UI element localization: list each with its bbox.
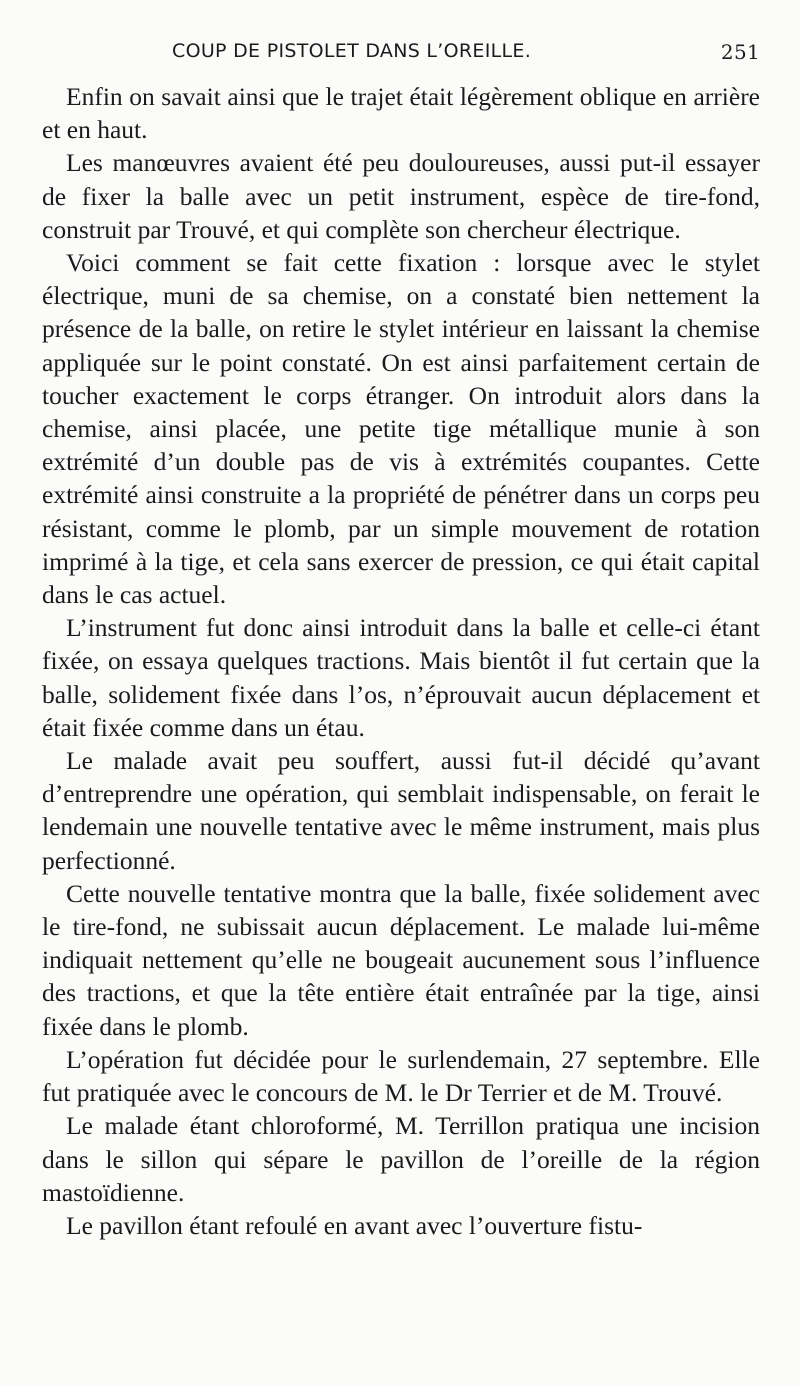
paragraph-5: Le malade avait peu souffert, aussi fut-il décidé qu’avant d’entreprendre une opération, qui semblait indispensable, on ferait le lendemain une nouvelle tentative avec le même instrument, mais plus perfectionné.: [42, 746, 760, 875]
paragraph-2: Les manœuvres avaient été peu douloureuses, aussi put-il essayer de fixer la balle avec un petit instrument, espèce de tire-fond, construit par Trouvé, et qui complète son chercheur électrique.: [42, 148, 760, 244]
paragraph-3: Voici comment se fait cette fixation : lorsque avec le stylet électrique, muni de sa chemise, on a constaté bien nettement la présence de la balle, on retire le stylet intérieur en laissant la chemise appliquée sur le point constaté. On est ainsi parfaitement certain de toucher exactement le corps étranger. On introduit alors dans la chemise, ainsi placée, une petite tige métallique munie à son extrémité d’un double pas de vis à extrémités coupantes. Cette extrémité ainsi construite a la propriété de pénétrer dans un corps peu résistant, comme le plomb, par un simple mouvement de rotation imprimé à la tige, et cela sans exercer de pression, ce qui était capital dans le cas actuel.: [42, 248, 760, 610]
page-number: 251: [720, 40, 760, 64]
paragraph-8: Le malade étant chloroformé, M. Terrillon pratiqua une incision dans le sillon qui sépare le pavillon de l’oreille de la région mastoïdienne.: [42, 1111, 760, 1207]
paragraph-9: Le pavillon étant refoulé en avant avec l’ouverture fistu-: [66, 1210, 643, 1240]
paragraph-1: Enfin on savait ainsi que le trajet était légèrement oblique en arrière et en haut.: [42, 82, 760, 145]
running-title: COUP DE PISTOLET DANS L’OREILLE.: [172, 40, 532, 62]
paragraph-6: Cette nouvelle tentative montra que la balle, fixée solidement avec le tire-fond, ne subissait aucun déplacement. Le malade lui-même indiquait nettement qu’elle ne bougeait aucunement sous l’influence des tractions, et que la tête entière était entraînée par la tige, ainsi fixée dans le plomb.: [42, 878, 760, 1041]
paragraph-4: L’instrument fut donc ainsi introduit dans la balle et celle-ci étant fixée, on essaya quelques tractions. Mais bientôt il fut certain que la balle, solidement fixée dans l’os, n’éprouvait aucun déplacement et était fixée comme dans un étau.: [42, 613, 760, 742]
body-text: [42, 80, 760, 1242]
paragraph-7: L’opération fut décidée pour le surlendemain, 27 septembre. Elle fut pratiquée avec le concours de M. le Dr Terrier et de M. Trouvé.: [42, 1044, 760, 1108]
running-head: [40, 38, 760, 68]
